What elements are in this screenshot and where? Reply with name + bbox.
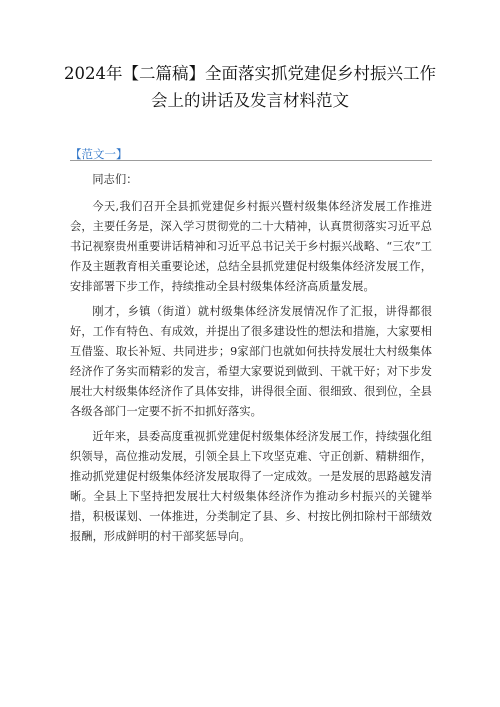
section-header: [70, 143, 432, 161]
paragraph-3: 近年来，县委高度重视抓党建促村级集体经济发展工作，持续强化组织领导，高位推动发展，引领全县上下攻坚克难、守正创新、精耕细作，推动抓党建促村级集体经济发展取得了一定成效。一是发展的思路越发清晰。全县上下坚持把发展壮大村级集体经济作为推动乡村振兴的关键举措，积极谋划、一体推进，分类制定了县、乡、村按比例扣除村干部绩效报酬，形成鲜明的村干部奖惩导向。: [70, 430, 432, 543]
document-body: [70, 170, 432, 552]
document-title: 2024年【二篇稿】全面落实抓党建促乡村振兴工作会上的讲话及发言材料范文: [64, 64, 436, 110]
paragraph-2: 刚才，乡镇（街道）就村级集体经济发展情况作了汇报，讲得都很好，工作有特色、有成效，并提出了很多建设性的想法和措施，大家要相互借鉴、取长补短、共同进步；9家部门也就如何扶持发展壮大村级集体经济作了务实而精彩的发言，希望大家要说到做到、干就干好；对下步发展壮大村级集体经济作了具体安排，讲得很全面、很细致、很到位，全县各级各部门一定要不折不扣抓好落实。: [70, 305, 432, 418]
paragraph-1: 今天,我们召开全县抓党建促乡村振兴暨村级集体经济发展工作推进会，主要任务是，深入学习贯彻党的二十大精神，认真贯彻落实习近平总书记视察贵州重要讲话精神和习近平总书记关于乡村振兴战略、“三农”工作及主题教育相关重要论述，总结全县抓党建促村级集体经济发展工作，安排部署下步工作，持续推动全县村级集体经济高质量发展。: [70, 200, 432, 293]
greeting: 同志们：: [92, 173, 138, 186]
section-label: 【范文一】: [70, 147, 128, 161]
